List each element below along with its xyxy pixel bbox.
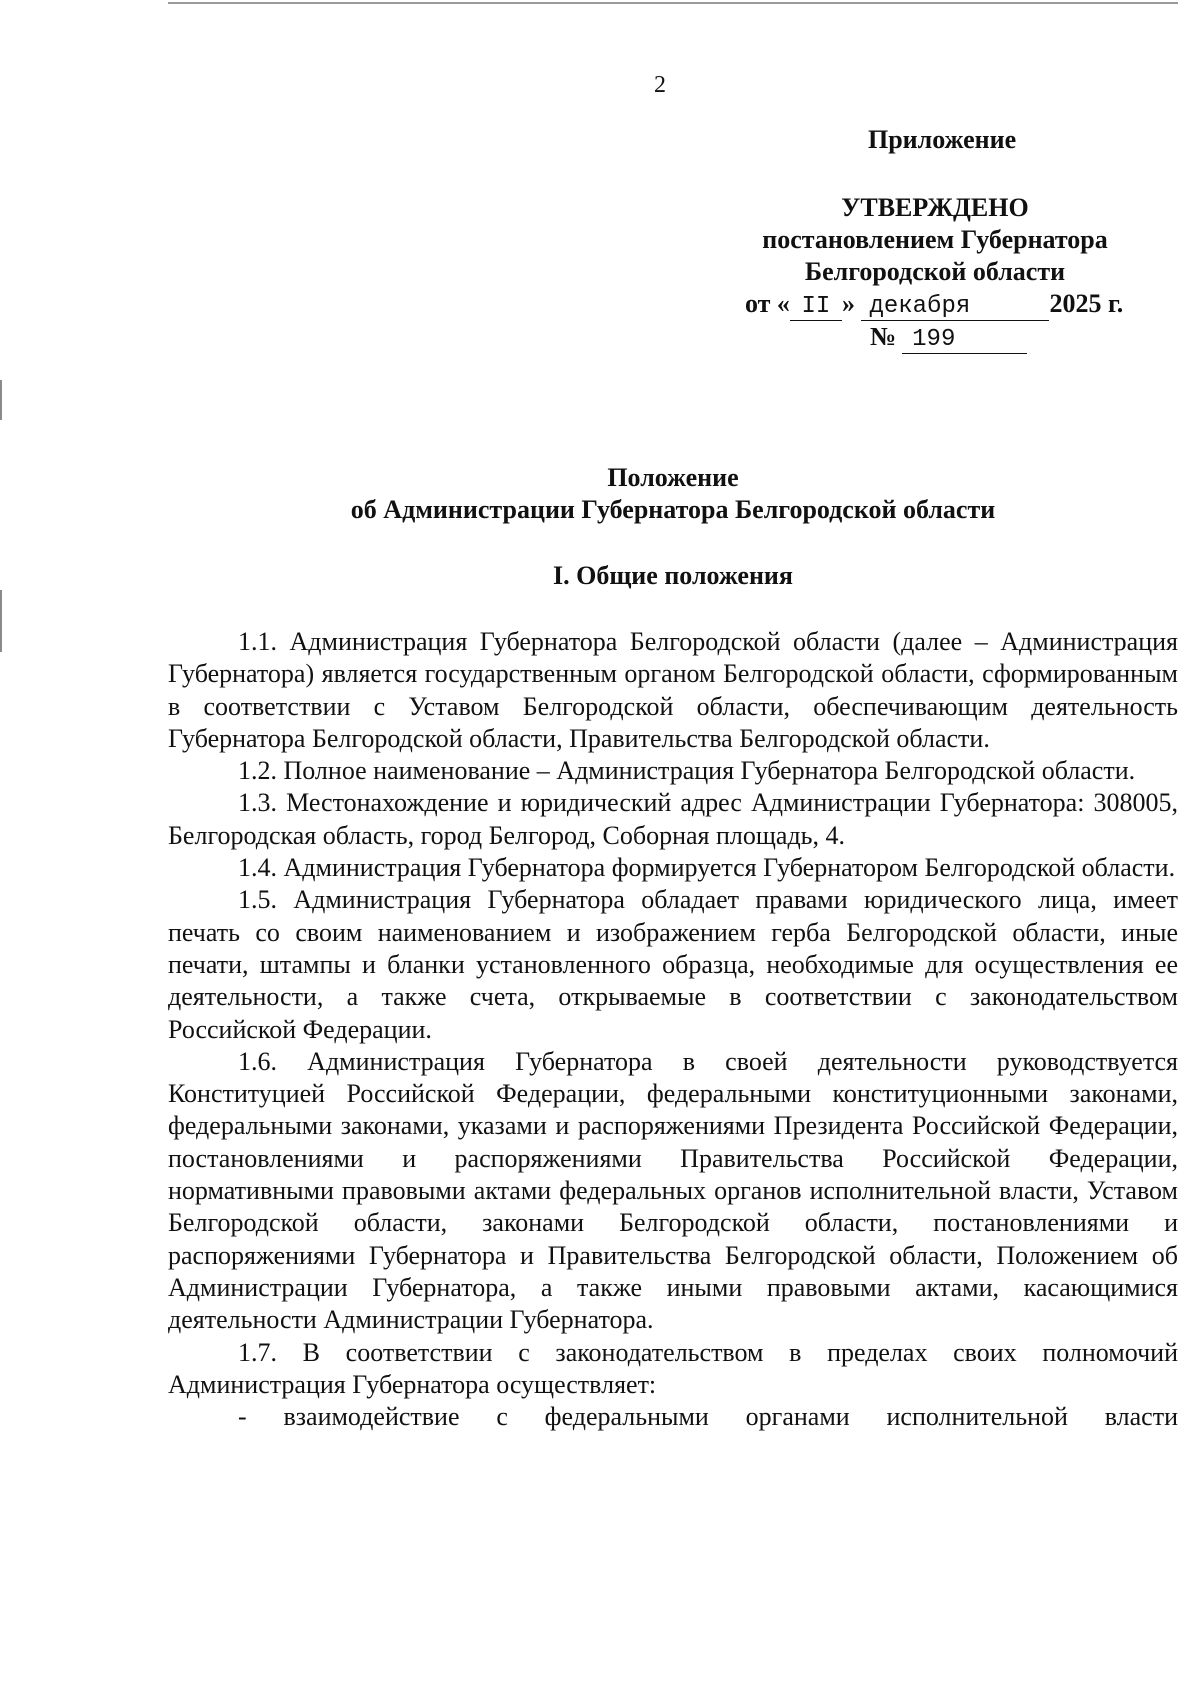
list-item: - взаимодействие с федеральными органами исполнительной власти	[238, 1402, 1178, 1432]
paragraph: 1.4. Администрация Губернатора формируется Губернатором Белгородской области.	[238, 853, 1176, 883]
approval-date	[745, 288, 1170, 321]
paragraph: 1.3. Местонахождение и юридический адрес Администрации Губернатора: 308005, Белгородская область, город Белгород, Соборная площадь, 4.	[168, 788, 1178, 850]
scan-edge-mark	[0, 380, 2, 420]
date-prefix: от «	[745, 289, 790, 318]
date-month: декабря	[861, 294, 1049, 321]
document-title	[168, 462, 1178, 526]
title-line1: Положение	[607, 463, 739, 492]
approved-label: УТВЕРЖДЕНО	[841, 193, 1029, 222]
approval-block	[700, 120, 1170, 354]
page-number: 2	[654, 72, 666, 98]
paragraph: 1.1. Администрация Губернатора Белгородской области (далее – Администрация Губернатора) является государственным органом Белгородской области, сформированным в соответствии с Уставом Белгородской области, обеспечивающим деятельность Губернатора Белгородской области, Правительства Белгородской области.	[168, 627, 1178, 753]
approved-by-line2: Белгородской области	[804, 257, 1066, 286]
scan-edge-line	[168, 2, 1178, 4]
section-title: I. Общие положения	[553, 561, 793, 590]
date-year: 2025 г.	[1049, 289, 1124, 318]
number-value: 199	[902, 327, 1027, 354]
date-day: II	[790, 294, 842, 321]
appendix-label: Приложение	[868, 125, 1017, 154]
document-body	[168, 626, 1178, 1433]
scan-edge-mark	[0, 590, 2, 652]
paragraph: 1.6. Администрация Губернатора в своей деятельности руководствуется Конституцией Российской Федерации, федеральными конституционными законами, федеральными законами, указами и распоряжениями Президента Российской Федерации, постановлениями и распоряжениями Правительства Российской Федерации, нормативными правовыми актами федеральных органов исполнительной власти, Уставом Белгородской области, законами Белгородской области, постановлениями и распоряжениями Губернатора и Правительства Белгородской области, Положением об Администрации Губернатора, а также иными правовыми актами, касающимися деятельности Администрации Губернатора.	[168, 1046, 1178, 1335]
paragraph: 1.2. Полное наименование – Администрация Губернатора Белгородской области.	[238, 756, 1136, 786]
approved-by-line1: постановлением Губернатора	[762, 225, 1108, 254]
paragraph: 1.7. В соответствии с законодательством в пределах своих полномочий Администрация Губернатора осуществляет:	[168, 1337, 1178, 1399]
title-line2: об Администрации Губернатора Белгородской области	[350, 495, 996, 524]
number-prefix: №	[870, 322, 897, 351]
date-mid: »	[841, 289, 855, 318]
paragraph: 1.5. Администрация Губернатора обладает правами юридического лица, имеет печать со своим наименованием и изображением герба Белгородской области, иные печати, штампы и бланки установленного образца, необходимые для осуществления ее деятельности, а также счета, открываемые в соответствии с законодательством Российской Федерации.	[168, 885, 1178, 1044]
approval-number	[870, 321, 1170, 354]
